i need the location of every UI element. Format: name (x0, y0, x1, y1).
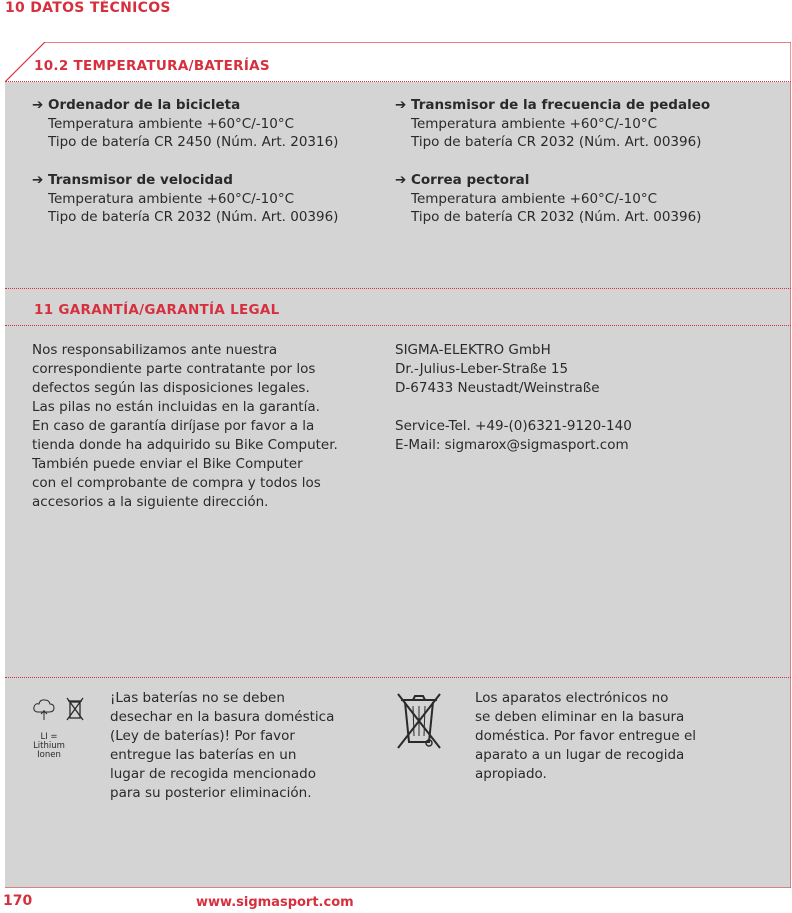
temp-item-chest-strap (395, 171, 775, 227)
item-temperature: Temperatura ambiente +60°C/-10°C (411, 190, 658, 207)
item-battery: Tipo de batería CR 2032 (Núm. Art. 00396) (411, 209, 702, 225)
warranty-line: Las pilas no están incluidas en la garantía. (32, 399, 320, 415)
section-title-warranty: 11 GARANTÍA/GARANTÍA LEGAL (34, 302, 280, 318)
item-heading: Transmisor de velocidad (48, 172, 233, 188)
item-battery: Tipo de batería CR 2032 (Núm. Art. 00396) (411, 134, 702, 150)
device-line: doméstica. Por favor entregue el (475, 728, 697, 744)
service-phone: Service-Tel. +49-(0)6321-9120-140 (395, 418, 632, 434)
warranty-line: correspondiente parte contratante por los (32, 361, 316, 377)
warranty-line: También puede enviar el Bike Computer (32, 456, 303, 472)
battery-line: entregue las baterías en un (110, 747, 297, 763)
device-line: se deben eliminar en la basura (475, 709, 685, 725)
item-temperature: Temperatura ambiente +60°C/-10°C (411, 115, 658, 132)
divider (5, 325, 791, 326)
device-disposal-text (475, 689, 775, 784)
divider (5, 677, 791, 678)
warranty-line: Nos responsabilizamos ante nuestra (32, 342, 278, 358)
warranty-line: defectos según las disposiciones legales. (32, 380, 310, 396)
warranty-line: En caso de garantía diríjase por favor a la (32, 418, 315, 434)
item-heading: Correa pectoral (411, 172, 530, 188)
temp-item-speed-transmitter (32, 171, 382, 227)
battery-line: ¡Las baterías no se deben (110, 690, 285, 706)
battery-line: desechar en la basura doméstica (110, 709, 335, 725)
service-address (395, 341, 775, 455)
arrow-icon: ➔ (395, 172, 407, 188)
arrow-icon: ➔ (32, 172, 44, 188)
temp-item-cadence-transmitter (395, 96, 775, 152)
item-heading: Transmisor de la frecuencia de pedaleo (411, 97, 711, 113)
battery-recycle-icon (30, 694, 90, 730)
crossed-bin-icon (395, 690, 445, 752)
item-heading: Ordenador de la bicicleta (48, 97, 241, 113)
device-line: aparato a un lugar de recogida (475, 747, 685, 763)
device-line: Los aparatos electrónicos no (475, 690, 669, 706)
page-number: 170 (3, 893, 33, 909)
street-address: Dr.-Julius-Leber-Straße 15 (395, 361, 569, 377)
battery-line: para su posterior eliminación. (110, 785, 312, 801)
battery-line: (Ley de baterías)! Por favor (110, 728, 295, 744)
warranty-line: accesorios a la siguiente dirección. (32, 494, 269, 510)
battery-line: lugar de recogida mencionado (110, 766, 316, 782)
item-battery: Tipo de batería CR 2450 (Núm. Art. 20316) (48, 134, 339, 150)
chapter-title: 10 DATOS TÉCNICOS (5, 0, 171, 16)
item-temperature: Temperatura ambiente +60°C/-10°C (48, 115, 295, 132)
warranty-line: con el comprobante de compra y todos los (32, 475, 321, 491)
website-link[interactable]: www.sigmasport.com (196, 895, 354, 910)
battery-disposal-text (110, 689, 370, 803)
item-temperature: Temperatura ambiente +60°C/-10°C (48, 190, 295, 207)
warranty-line: tienda donde ha adquirido su Bike Computer. (32, 437, 338, 453)
city-address: D-67433 Neustadt/Weinstraße (395, 380, 600, 396)
divider (5, 288, 791, 289)
arrow-icon: ➔ (32, 97, 44, 113)
arrow-icon: ➔ (395, 97, 407, 113)
item-battery: Tipo de batería CR 2032 (Núm. Art. 00396) (48, 209, 339, 225)
section-title-temperature: 10.2 TEMPERATURA/BATERÍAS (34, 58, 270, 74)
warranty-text (32, 341, 382, 512)
service-email: E-Mail: sigmarox@sigmasport.com (395, 437, 629, 453)
battery-label: LI = Lithium Ionen (33, 732, 65, 760)
divider (5, 81, 791, 82)
temp-item-bike-computer (32, 96, 382, 152)
company-name: SIGMA-ELEKTRO GmbH (395, 342, 551, 358)
device-line: apropiado. (475, 766, 547, 782)
